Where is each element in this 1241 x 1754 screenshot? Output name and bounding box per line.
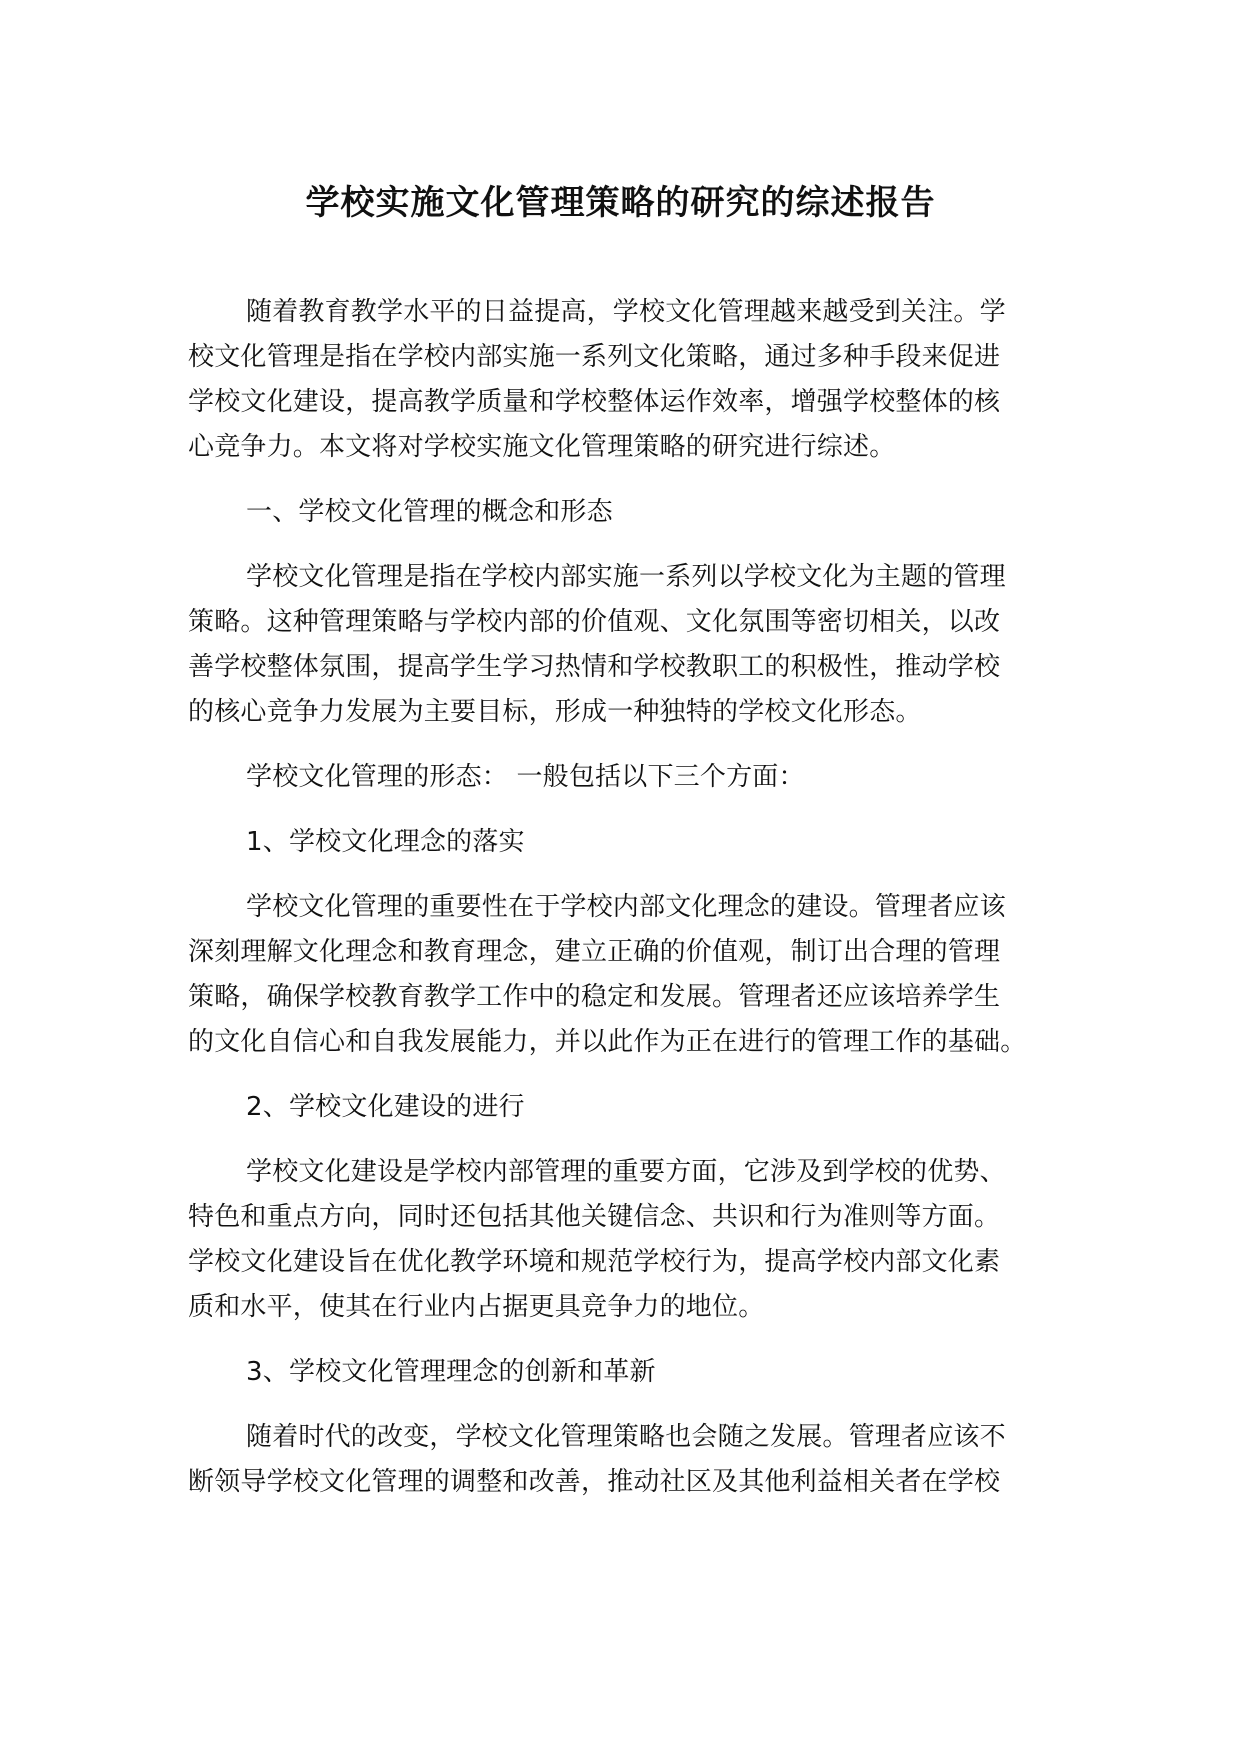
- subheading-1: 1、学校文化理念的落实: [246, 827, 525, 857]
- paragraph-concept: 学校文化管理是指在学校内部实施一系列以学校文化为主题的管理 策略。这种管理策略与学校内部的价值观、文化氛围等密切相关，以改 善学校整体氛围，提高学生学习热情和学校教职工的积极性，推动学校 的核心竞争力发展为主要目标，形成一种独特的学校文化形态。: [188, 562, 1006, 727]
- document-body: [188, 290, 1073, 1505]
- paragraph-forms-intro: 学校文化管理的形态： 一般包括以下三个方面：: [246, 762, 805, 792]
- paragraph-intro: 随着教育教学水平的日益提高，学校文化管理越来越受到关注。学 校文化管理是指在学校内部实施一系列文化策略，通过多种手段来促进 学校文化建设，提高教学质量和学校整体运作效率，增强学校整体的核 心竞争力。本文将对学校实施文化管理策略的研究进行综述。: [188, 297, 1006, 462]
- subheading-3: 3、学校文化管理理念的创新和革新: [246, 1357, 656, 1387]
- subheading-2: 2、学校文化建设的进行: [246, 1092, 525, 1122]
- document-title: 学校实施文化管理策略的研究的综述报告: [305, 183, 936, 223]
- paragraph-construction: 学校文化建设是学校内部管理的重要方面，它涉及到学校的优势、 特色和重点方向，同时还包括其他关键信念、共识和行为准则等方面。 学校文化建设旨在优化教学环境和规范学校行为，提高学校内部文化素 质和水平，使其在行业内占据更具竞争力的地位。: [188, 1157, 1006, 1322]
- section-heading-1: 一、学校文化管理的概念和形态: [246, 497, 613, 527]
- paragraph-innovation: 随着时代的改变，学校文化管理策略也会随之发展。管理者应该不 断领导学校文化管理的调整和改善，推动社区及其他利益相关者在学校: [188, 1422, 1006, 1497]
- paragraph-philosophy: 学校文化管理的重要性在于学校内部文化理念的建设。管理者应该 深刻理解文化理念和教育理念，建立正确的价值观，制订出合理的管理 策略，确保学校教育教学工作中的稳定和发展。管理者还应该培养学生 的文化自信心和自我发展能力，并以此作为正在进行的管理工作的基础。: [188, 892, 1027, 1057]
